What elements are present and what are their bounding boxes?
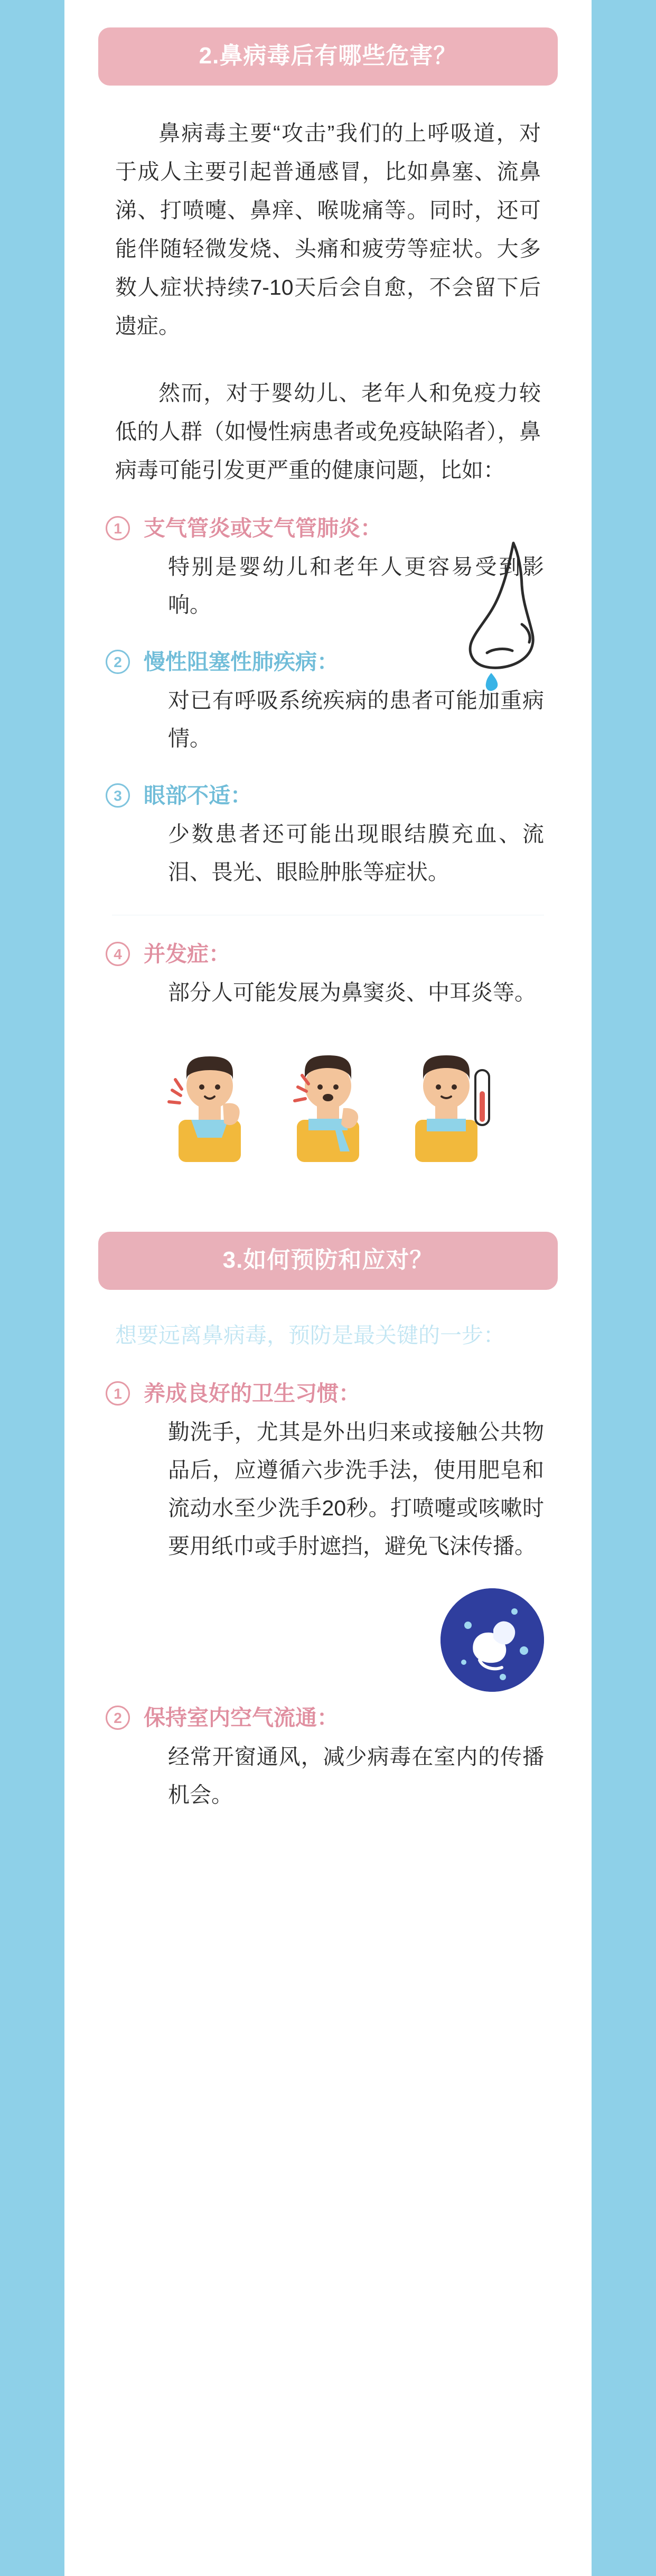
list-item: [106, 648, 544, 758]
person-sore-throat-illustration: [278, 1041, 378, 1162]
list-item-title: 慢性阻塞性肺疾病：: [144, 649, 339, 674]
sick-people-illustration-row: [64, 1041, 592, 1162]
list-number-badge: 1: [106, 1381, 130, 1406]
list-item: [106, 781, 544, 892]
list-item-title: 眼部不适：: [144, 783, 252, 808]
article-card: [64, 0, 592, 2576]
person-thermometer-illustration: [396, 1041, 496, 1162]
section-2-list: [64, 514, 592, 892]
list-item: [106, 1379, 544, 1565]
list-item-title: 养成良好的卫生习惯：: [144, 1381, 360, 1406]
list-item-title: 并发症：: [144, 941, 230, 966]
list-item: [106, 1703, 544, 1814]
list-item-desc: 勤洗手，尤其是外出归来或接触公共物品后，应遵循六步洗手法，使用肥皂和流动水至少洗手20秒。打喷嚏或咳嗽时要用纸巾或手肘遮挡，避免飞沫传播。: [168, 1420, 544, 1558]
list-item-title: 支气管炎或支气管肺炎：: [144, 516, 382, 541]
list-item-desc: 经常开窗通风，减少病毒在室内的传播机会。: [168, 1744, 544, 1807]
list-item-desc: 少数患者还可能出现眼结膜充血、流泪、畏光、眼睑肿胀等症状。: [168, 822, 544, 884]
list-number-badge: 4: [106, 942, 130, 966]
section-3-intro: 想要远离鼻病毒，预防是最关键的一步：: [115, 1323, 505, 1348]
section-2-heading: 2.鼻病毒后有哪些危害？: [98, 27, 558, 86]
list-item-desc: 特别是婴幼儿和老年人更容易受到影响。: [168, 555, 544, 617]
section-3-heading: 3.如何预防和应对？: [98, 1232, 558, 1290]
section-3-intro-wrap: [64, 1316, 592, 1355]
list-number-badge: 2: [106, 650, 130, 674]
section-3-list: [64, 1379, 592, 1814]
section-2-paragraph-1: 鼻病毒主要“攻击”我们的上呼吸道，对于成人主要引起普通感冒，比如鼻塞、流鼻涕、打喷嚏、鼻痒、喉咙痛等。同时，还可能伴随轻微发烧、头痛和疲劳等症状。大多数人症状持续7-10天后会自愈，不会留下后遗症。: [115, 121, 541, 339]
list-number-badge: 1: [106, 516, 130, 540]
list-item-title: 保持室内空气流通：: [144, 1706, 339, 1730]
list-number-badge: 2: [106, 1706, 130, 1730]
list-item-desc: 部分人可能发展为鼻窦炎、中耳炎等。: [168, 980, 536, 1005]
person-coughing-illustration: [160, 1041, 260, 1162]
list-item: [106, 940, 544, 1012]
section-2-list-continued: [64, 940, 592, 1012]
section-2-body: [64, 114, 592, 490]
list-item-desc: 对已有呼吸系统疾病的患者可能加重病情。: [168, 688, 544, 751]
section-3-heading-wrap: [64, 1204, 592, 1290]
section-2-heading-wrap: [64, 0, 592, 86]
list-item: [106, 514, 544, 624]
list-number-badge: 3: [106, 783, 130, 808]
section-2-paragraph-2: 然而，对于婴幼儿、老年人和免疫力较低的人群（如慢性病患者或免疫缺陷者），鼻病毒可能引发更严重的健康问题，比如：: [115, 381, 541, 483]
hand-washing-icon: [441, 1588, 544, 1692]
